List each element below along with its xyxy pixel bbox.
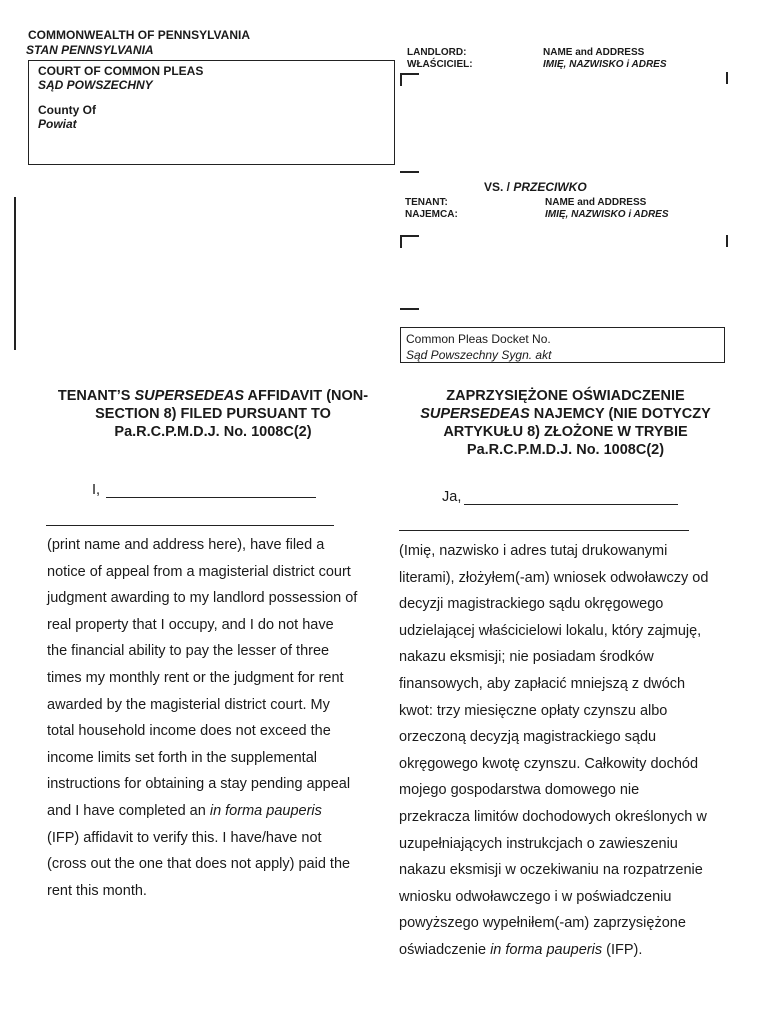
court-label-pl: SĄD POWSZECHNY — [38, 78, 153, 92]
intro-en: I, — [92, 482, 101, 498]
tenant-label: TENANT: — [405, 197, 448, 208]
court-label: COURT OF COMMON PLEAS — [38, 64, 204, 78]
commonwealth-heading: COMMONWEALTH OF PENNSYLVANIA — [28, 28, 250, 42]
body-pl-part: (IFP). — [602, 941, 643, 958]
body-en-line: the financial ability to pay the lesser of three — [47, 643, 330, 660]
title-polish — [398, 387, 733, 459]
title-en-line3: Pa.R.C.P.M.D.J. No. 1008C(2) — [114, 424, 312, 440]
body-en-line: rent this month. — [47, 882, 147, 899]
field-corner — [400, 235, 419, 237]
body-pl-part: oświadczenie — [399, 941, 491, 958]
body-pl-line: uzupełniających instrukcjach o zawieszeniu — [399, 835, 678, 852]
address-line-pl[interactable] — [399, 516, 689, 531]
landlord-label-pl: WŁAŚCICIEL: — [407, 59, 473, 70]
body-pl-line: literami), złożyłem(-am) wniosek odwoławczy od — [399, 569, 709, 586]
field-corner — [400, 235, 402, 248]
body-en-line: real property that I occupy, and I do not have — [47, 616, 334, 633]
field-corner — [400, 73, 419, 75]
intro-pl: Ja, — [442, 489, 462, 505]
name-line-pl[interactable] — [464, 490, 678, 505]
field-corner — [726, 72, 728, 84]
docket-label: Common Pleas Docket No. — [406, 332, 551, 346]
county-label: County Of — [38, 103, 96, 117]
field-corner — [726, 235, 728, 247]
field-corner — [400, 73, 402, 86]
body-pl-italic: in forma pauperis — [490, 941, 603, 958]
title-en-part: TENANT’S — [57, 388, 135, 404]
versus-en: VS. / — [484, 180, 514, 194]
body-pl-line: decyzji magistrackiego sądu okręgowego — [399, 596, 664, 613]
title-english — [28, 387, 398, 441]
address-line-en[interactable] — [46, 511, 334, 526]
body-pl-line: kwot: trzy miesięczne opłaty czynszu albo — [399, 702, 668, 719]
title-pl-line3: ARTYKUŁU 8) ZŁOŻONE W TRYBIE — [443, 424, 688, 440]
body-en-line: (IFP) affidavit to verify this. I have/have not — [47, 829, 322, 846]
title-pl-line1: ZAPRZYSIĘŻONE OŚWIADCZENIE — [446, 388, 685, 404]
field-corner — [400, 308, 419, 310]
name-line-en[interactable] — [106, 483, 316, 498]
body-pl-line: udzielającej właścicielowi lokalu, który zajmuję, — [399, 622, 702, 639]
tenant-name-label: NAME and ADDRESS — [545, 197, 647, 208]
margin-line — [14, 197, 16, 350]
body-en-line: (print name and address here), have filed a — [47, 537, 325, 553]
body-pl-line: finansowych, aby zapłacić mniejszą z dwóch — [399, 675, 686, 692]
body-en-italic: in forma pauperis — [209, 802, 322, 819]
body-en-line: judgment awarding to my landlord possession of — [47, 590, 358, 607]
body-pl-line: powyższego wypełniłem(-am) zaprzysiężone — [399, 915, 686, 932]
body-en-part: and I have completed an — [47, 802, 210, 819]
title-en-line2: SECTION 8) FILED PURSUANT TO — [95, 406, 331, 422]
title-pl-line4: Pa.R.C.P.M.D.J. No. 1008C(2) — [466, 442, 665, 458]
landlord-name-label: NAME and ADDRESS — [543, 47, 645, 58]
title-pl-italic: SUPERSEDEAS — [420, 406, 530, 422]
tenant-label-pl: NAJEMCA: — [405, 209, 458, 220]
body-en-line: instructions for obtaining a stay pending appeal — [47, 776, 351, 793]
landlord-name-label-pl: IMIĘ, NAZWISKO i ADRES — [543, 59, 667, 70]
body-english — [47, 532, 357, 904]
body-en-line — [47, 798, 357, 825]
docket-label-pl: Sąd Powszechny Sygn. akt — [406, 348, 552, 362]
body-pl-line: nakazu eksmisji; nie posiadam środków — [399, 649, 654, 666]
body-en-line: (cross out the one that does not apply) paid the — [47, 856, 351, 873]
title-pl-part: NAJEMCY (NIE DOTYCZY — [529, 406, 711, 422]
title-en-italic: SUPERSEDEAS — [134, 388, 245, 404]
court-box — [28, 60, 395, 165]
body-en-line: notice of appeal from a magisterial district court — [47, 563, 351, 580]
county-label-pl: Powiat — [38, 117, 77, 131]
tenant-name-label-pl: IMIĘ, NAZWISKO i ADRES — [545, 209, 669, 220]
body-pl-line — [399, 937, 708, 964]
body-en-line: income limits set forth in the supplemental — [47, 749, 317, 766]
versus-label — [484, 180, 587, 194]
body-en-line: times my monthly rent or the judgment for rent — [47, 669, 344, 686]
field-corner — [400, 171, 419, 173]
body-en-line: awarded by the magisterial district court. My — [47, 696, 330, 713]
title-en-part: AFFIDAVIT (NON- — [244, 388, 369, 404]
docket-number-field[interactable] — [400, 327, 725, 363]
body-pl-line: (Imię, nazwisko i adres tutaj drukowanymi — [399, 543, 668, 559]
body-polish — [399, 538, 708, 964]
landlord-label: LANDLORD: — [407, 47, 467, 58]
commonwealth-heading-pl: STAN PENNSYLVANIA — [26, 43, 154, 57]
body-en-line: total household income does not exceed the — [47, 723, 331, 740]
title-en-line1 — [28, 387, 398, 405]
body-pl-line: orzeczoną decyzją magistrackiego sądu — [399, 729, 657, 746]
body-pl-line: okręgowego kwotę czynszu. Całkowity dochód — [399, 755, 699, 772]
body-pl-line: przekracza limitów dochodowych określonych w — [399, 808, 707, 825]
body-pl-line: nakazu eksmisji w oczekiwaniu na rozpatrzenie — [399, 862, 703, 879]
versus-pl: PRZECIWKO — [513, 180, 587, 194]
body-pl-line: wniosku odwoławczego i w poświadczeniu — [399, 888, 672, 905]
body-pl-line: mojego gospodarstwa domowego nie — [399, 782, 640, 799]
title-pl-line2 — [398, 405, 733, 423]
